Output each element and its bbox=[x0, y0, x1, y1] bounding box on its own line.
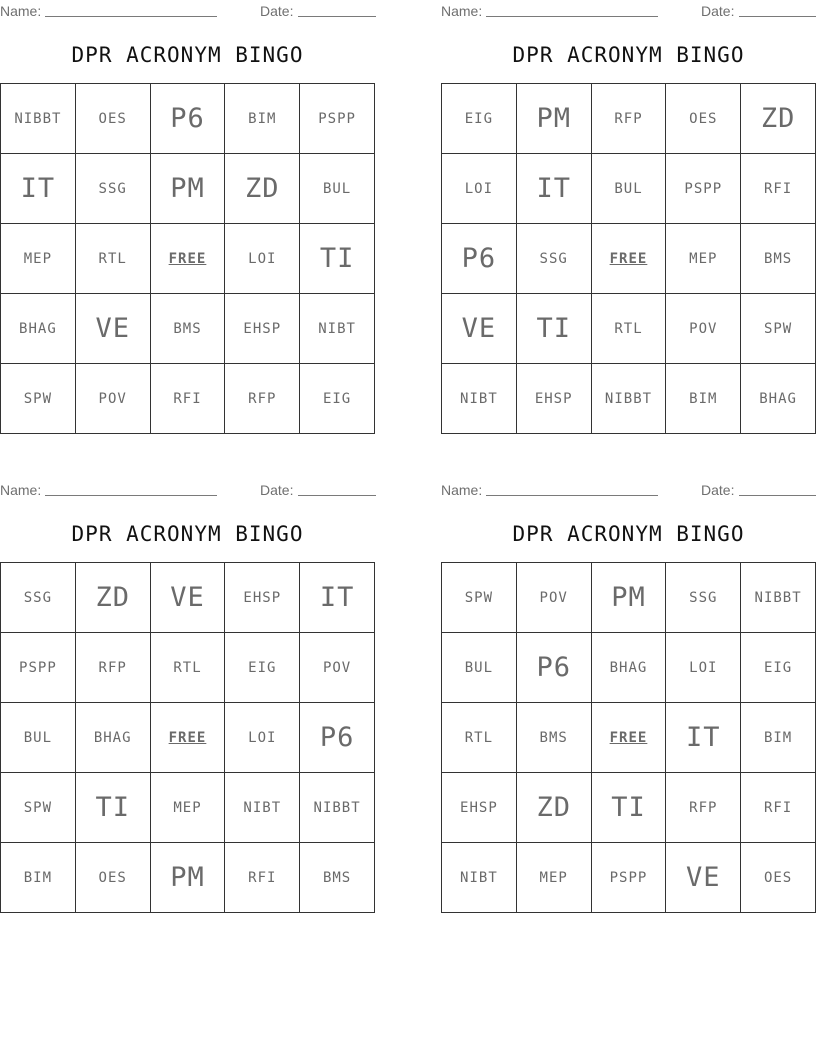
bingo-cell: OES bbox=[741, 843, 816, 913]
bingo-card-2 bbox=[441, 0, 816, 434]
bingo-cell: RFP bbox=[592, 84, 667, 154]
bingo-cell: POV bbox=[517, 563, 592, 633]
bingo-cell: EHSP bbox=[225, 294, 300, 364]
bingo-cell: P6 bbox=[517, 633, 592, 703]
free-space-cell: FREE bbox=[592, 224, 667, 294]
date-line bbox=[298, 495, 376, 496]
bingo-cell: EIG bbox=[225, 633, 300, 703]
bingo-cell: NIBT bbox=[442, 364, 517, 434]
bingo-cell: BIM bbox=[1, 843, 76, 913]
bingo-cell: BMS bbox=[300, 843, 375, 913]
bingo-grid bbox=[441, 562, 816, 913]
bingo-cell: RTL bbox=[76, 224, 151, 294]
name-label: Name: bbox=[0, 3, 42, 19]
bingo-cell: PSPP bbox=[1, 633, 76, 703]
card-title: DPR ACRONYM BINGO bbox=[512, 43, 745, 67]
bingo-cell: P6 bbox=[442, 224, 517, 294]
bingo-grid bbox=[0, 83, 375, 434]
bingo-cell: P6 bbox=[300, 703, 375, 773]
bingo-cell: MEP bbox=[517, 843, 592, 913]
date-label: Date: bbox=[701, 3, 735, 19]
bingo-cell: TI bbox=[300, 224, 375, 294]
bingo-cell: PSPP bbox=[666, 154, 741, 224]
bingo-cell: EHSP bbox=[442, 773, 517, 843]
bingo-cell: MEP bbox=[1, 224, 76, 294]
bingo-cell: P6 bbox=[151, 84, 226, 154]
bingo-cell: NIBT bbox=[225, 773, 300, 843]
bingo-cell: TI bbox=[592, 773, 667, 843]
bingo-cell: EIG bbox=[442, 84, 517, 154]
bingo-cell: LOI bbox=[225, 703, 300, 773]
bingo-cell: RTL bbox=[442, 703, 517, 773]
date-label: Date: bbox=[701, 482, 735, 498]
bingo-cell: EHSP bbox=[517, 364, 592, 434]
free-space-cell: FREE bbox=[592, 703, 667, 773]
bingo-cell: PM bbox=[151, 843, 226, 913]
bingo-cell: BMS bbox=[517, 703, 592, 773]
bingo-cell: NIBBT bbox=[300, 773, 375, 843]
bingo-cell: BHAG bbox=[1, 294, 76, 364]
name-line bbox=[486, 495, 658, 496]
bingo-cell: SPW bbox=[1, 364, 76, 434]
bingo-cell: PM bbox=[592, 563, 667, 633]
bingo-cell: PM bbox=[151, 154, 226, 224]
free-space-cell: FREE bbox=[151, 703, 226, 773]
bingo-cell: RFI bbox=[741, 154, 816, 224]
card-title: DPR ACRONYM BINGO bbox=[71, 522, 304, 546]
bingo-cell: SPW bbox=[442, 563, 517, 633]
free-space-cell: FREE bbox=[151, 224, 226, 294]
bingo-cell: BMS bbox=[741, 224, 816, 294]
bingo-cell: BIM bbox=[741, 703, 816, 773]
name-label: Name: bbox=[0, 482, 42, 498]
bingo-cell: LOI bbox=[442, 154, 517, 224]
card-title: DPR ACRONYM BINGO bbox=[71, 43, 304, 67]
bingo-cell: OES bbox=[76, 843, 151, 913]
bingo-cell: MEP bbox=[666, 224, 741, 294]
bingo-cell: RTL bbox=[151, 633, 226, 703]
bingo-cell: TI bbox=[517, 294, 592, 364]
bingo-cell: BHAG bbox=[76, 703, 151, 773]
bingo-cell: SSG bbox=[1, 563, 76, 633]
bingo-cell: BUL bbox=[300, 154, 375, 224]
date-line bbox=[739, 495, 816, 496]
bingo-cell: BMS bbox=[151, 294, 226, 364]
bingo-cell: RFI bbox=[741, 773, 816, 843]
bingo-cell: TI bbox=[76, 773, 151, 843]
bingo-cell: LOI bbox=[666, 633, 741, 703]
bingo-cell: NIBBT bbox=[592, 364, 667, 434]
date-label: Date: bbox=[260, 482, 294, 498]
bingo-cell: BIM bbox=[225, 84, 300, 154]
bingo-cell: IT bbox=[300, 563, 375, 633]
bingo-cell: VE bbox=[151, 563, 226, 633]
name-line bbox=[45, 16, 217, 17]
bingo-cell: ZD bbox=[741, 84, 816, 154]
bingo-cell: ZD bbox=[517, 773, 592, 843]
name-line bbox=[486, 16, 658, 17]
bingo-cell: SSG bbox=[666, 563, 741, 633]
bingo-cell: SPW bbox=[741, 294, 816, 364]
bingo-cell: EIG bbox=[300, 364, 375, 434]
bingo-cell: SPW bbox=[1, 773, 76, 843]
bingo-cell: OES bbox=[76, 84, 151, 154]
card-title: DPR ACRONYM BINGO bbox=[512, 522, 745, 546]
date-line bbox=[298, 16, 376, 17]
name-label: Name: bbox=[441, 3, 483, 19]
bingo-cell: NIBT bbox=[442, 843, 517, 913]
bingo-cell: RFP bbox=[225, 364, 300, 434]
name-label: Name: bbox=[441, 482, 483, 498]
bingo-cell: ZD bbox=[76, 563, 151, 633]
bingo-cell: BUL bbox=[1, 703, 76, 773]
bingo-cell: RFP bbox=[666, 773, 741, 843]
bingo-cell: VE bbox=[76, 294, 151, 364]
bingo-cell: RTL bbox=[592, 294, 667, 364]
bingo-cell: EHSP bbox=[225, 563, 300, 633]
bingo-cell: IT bbox=[1, 154, 76, 224]
bingo-cell: RFI bbox=[151, 364, 226, 434]
name-line bbox=[45, 495, 217, 496]
bingo-cell: BUL bbox=[442, 633, 517, 703]
bingo-cell: PM bbox=[517, 84, 592, 154]
bingo-cell: VE bbox=[442, 294, 517, 364]
bingo-cell: ZD bbox=[225, 154, 300, 224]
date-label: Date: bbox=[260, 3, 294, 19]
bingo-cell: EIG bbox=[741, 633, 816, 703]
bingo-grid bbox=[0, 562, 375, 913]
bingo-cell: POV bbox=[300, 633, 375, 703]
bingo-cell: NIBBT bbox=[741, 563, 816, 633]
bingo-cell: BHAG bbox=[592, 633, 667, 703]
bingo-cell: BUL bbox=[592, 154, 667, 224]
bingo-cell: RFI bbox=[225, 843, 300, 913]
bingo-cell: PSPP bbox=[300, 84, 375, 154]
bingo-cell: OES bbox=[666, 84, 741, 154]
bingo-cell: RFP bbox=[76, 633, 151, 703]
bingo-cell: IT bbox=[517, 154, 592, 224]
bingo-grid bbox=[441, 83, 816, 434]
bingo-cell: POV bbox=[76, 364, 151, 434]
bingo-cell: PSPP bbox=[592, 843, 667, 913]
bingo-cell: IT bbox=[666, 703, 741, 773]
bingo-card-4 bbox=[441, 479, 816, 913]
bingo-card-1 bbox=[0, 0, 375, 434]
bingo-cell: MEP bbox=[151, 773, 226, 843]
bingo-cell: LOI bbox=[225, 224, 300, 294]
bingo-cell: NIBT bbox=[300, 294, 375, 364]
bingo-cell: POV bbox=[666, 294, 741, 364]
bingo-cell: BHAG bbox=[741, 364, 816, 434]
date-line bbox=[739, 16, 816, 17]
bingo-card-3 bbox=[0, 479, 375, 913]
bingo-cell: VE bbox=[666, 843, 741, 913]
bingo-cell: SSG bbox=[76, 154, 151, 224]
bingo-cell: NIBBT bbox=[1, 84, 76, 154]
bingo-cell: BIM bbox=[666, 364, 741, 434]
bingo-cell: SSG bbox=[517, 224, 592, 294]
